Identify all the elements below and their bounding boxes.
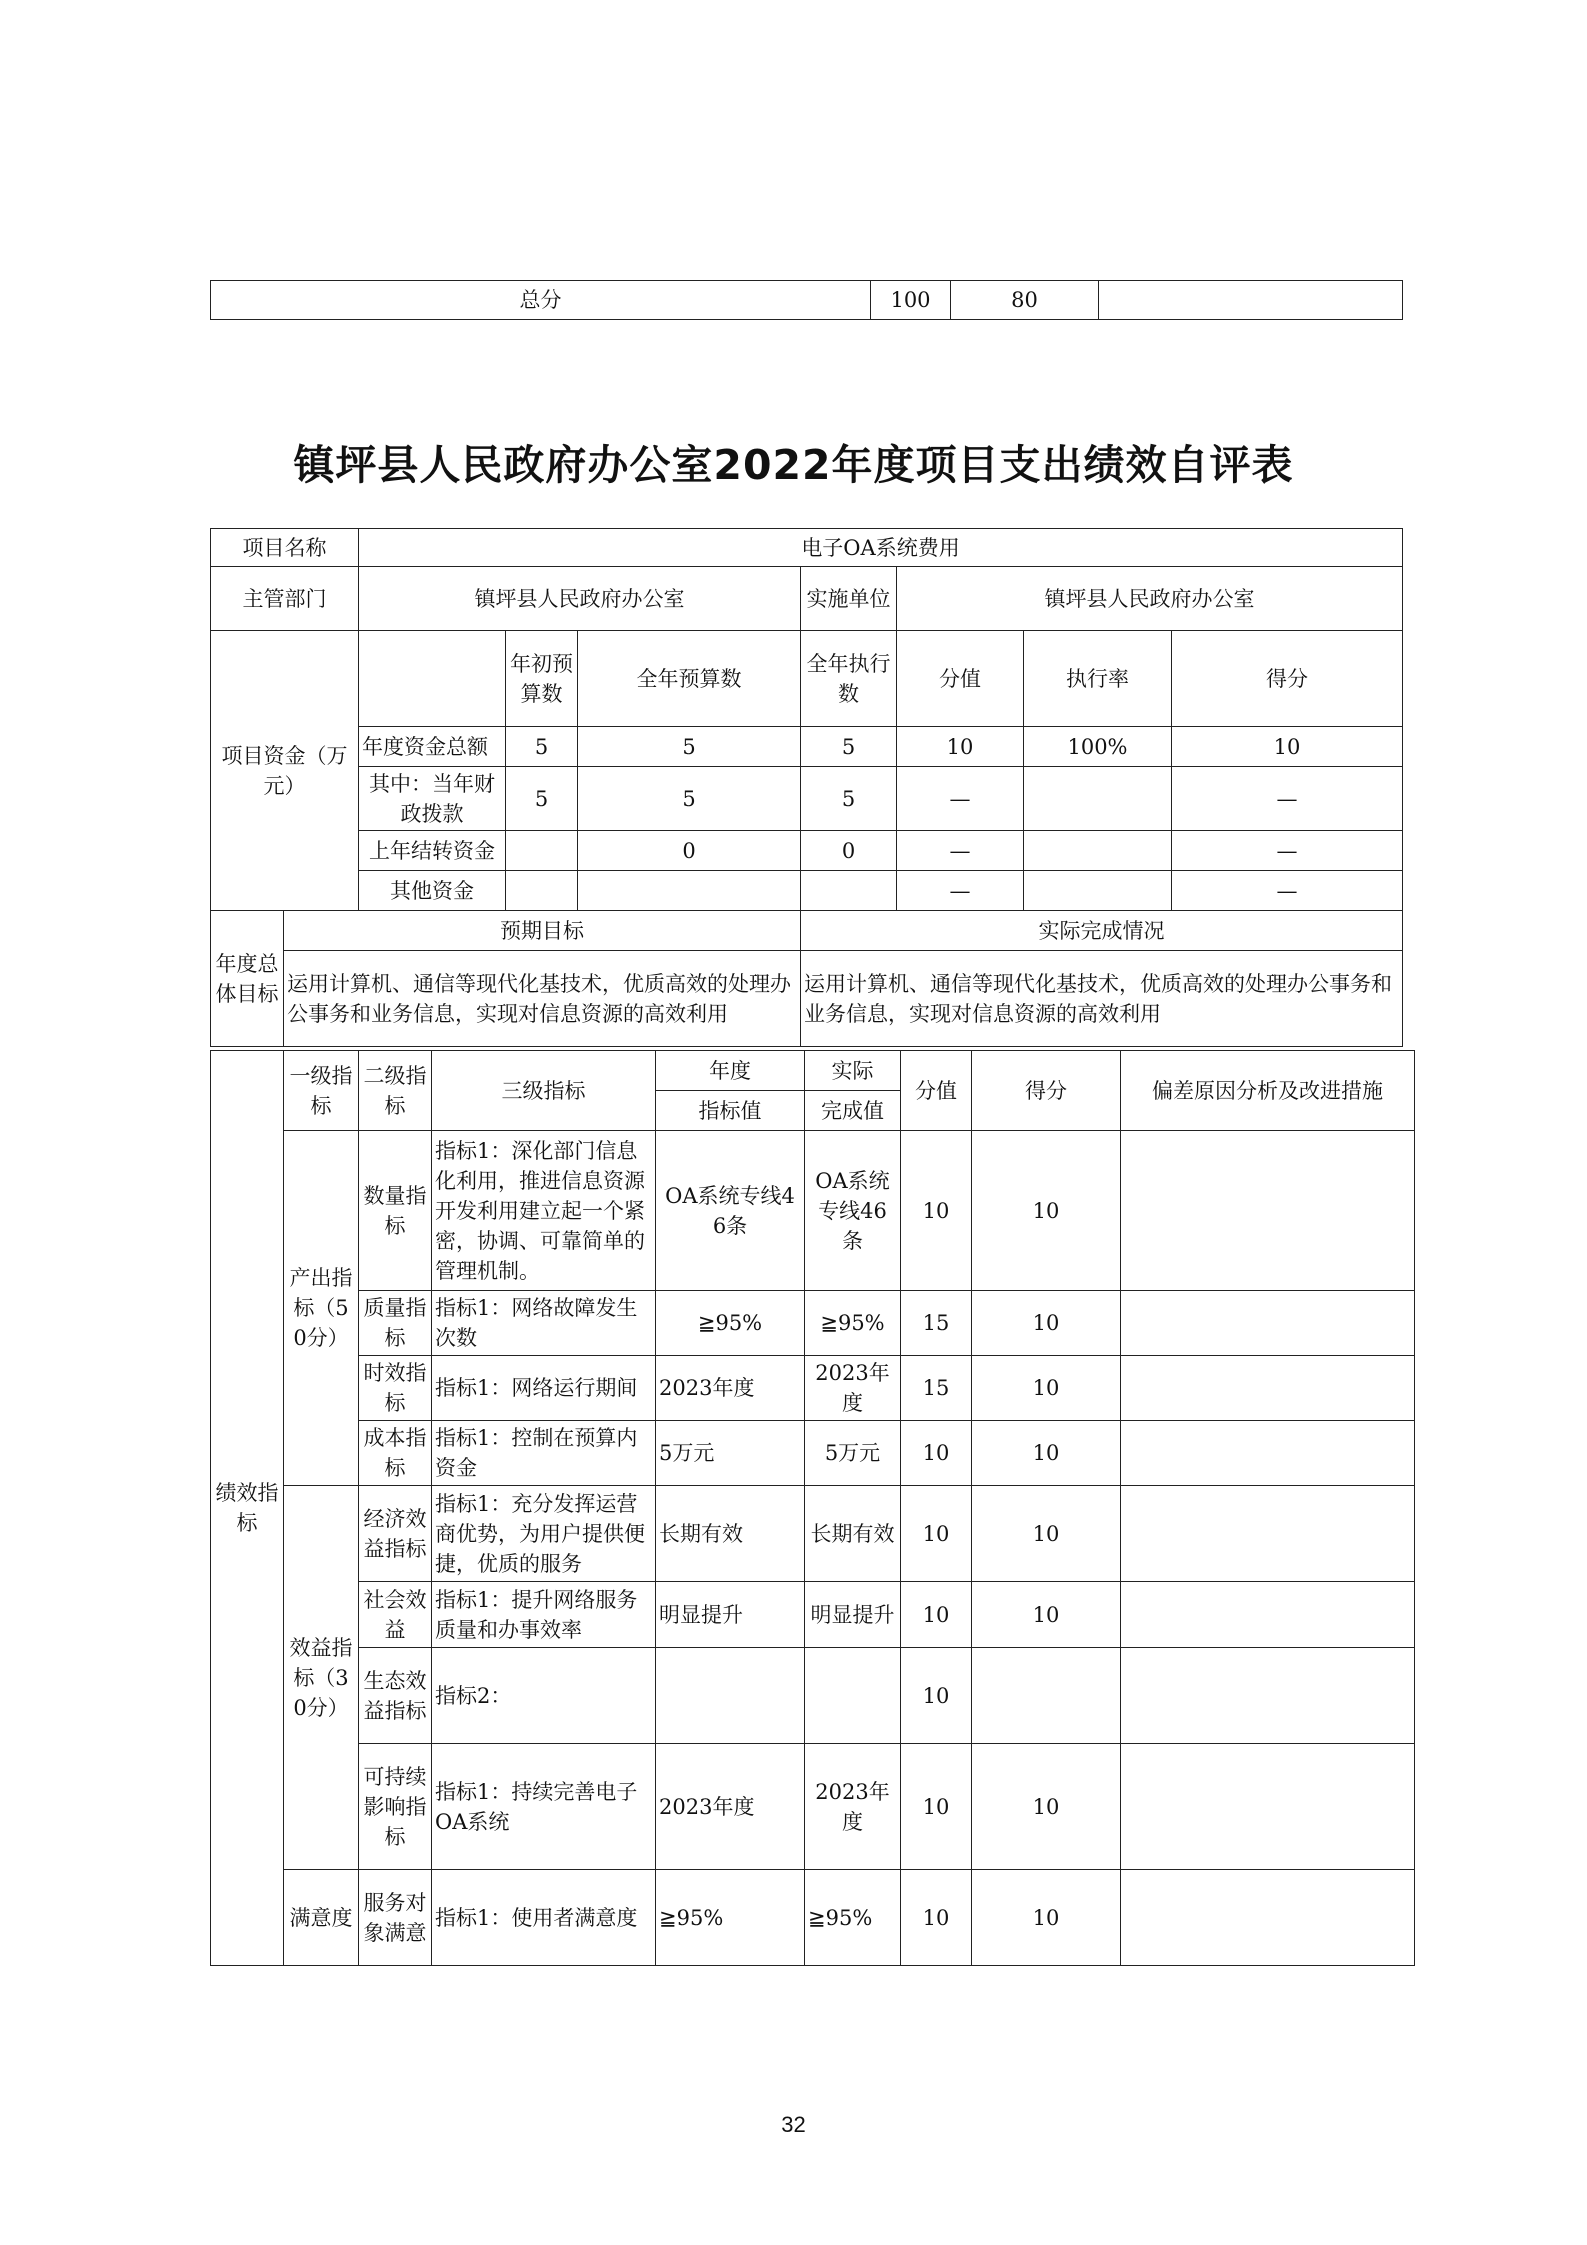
funds-row-name: 其他资金 [359,871,506,911]
funds-label: 项目资金（万元） [211,631,359,911]
department-label: 主管部门 [211,567,359,631]
actual-cell [805,1648,901,1744]
target-cell: ≧95% [656,1870,805,1966]
analysis-cell [1121,1291,1415,1356]
analysis-cell [1121,1421,1415,1486]
funds-header-initial-budget: 年初预算数 [506,631,578,727]
indicator-row [211,1356,1415,1421]
score-cell: 10 [972,1421,1121,1486]
level3-cell: 指标2： [432,1648,656,1744]
funds-cell [506,831,578,871]
department-value: 镇坪县人民政府办公室 [359,567,801,631]
funds-row-name: 年度资金总额 [359,727,506,767]
project-info-table [210,528,1403,1047]
project-name-row [211,529,1403,567]
expected-goal-label: 预期目标 [284,911,801,951]
funds-header-annual-execution: 全年执行数 [801,631,897,727]
total-score-table [210,280,1403,320]
level3-cell: 指标1：控制在预算内资金 [432,1421,656,1486]
funds-cell: 100% [1024,727,1172,767]
analysis-cell [1121,1356,1415,1421]
performance-label: 绩效指标 [211,1051,284,1966]
funds-cell [506,871,578,911]
score-cell: 10 [972,1486,1121,1582]
page-number: 32 [781,2112,806,2137]
performance-indicators-table [210,1050,1415,1966]
actual-cell: OA系统专线46条 [805,1131,901,1291]
score-cell: 10 [972,1870,1121,1966]
score-value-cell: 10 [901,1486,972,1582]
target-cell: 2023年度 [656,1356,805,1421]
level2-cell: 质量指标 [359,1291,432,1356]
indicator-row [211,1870,1415,1966]
funds-cell: — [897,871,1024,911]
funds-cell: — [897,767,1024,831]
page-title: 镇坪县人民政府办公室2022年度项目支出绩效自评表 [293,441,1294,489]
funds-cell [1024,871,1172,911]
level2-cell: 生态效益指标 [359,1648,432,1744]
funds-cell: 0 [578,831,801,871]
funds-row-total [211,727,1403,767]
actual-cell: 2023年度 [805,1744,901,1870]
score-cell: 10 [972,1356,1121,1421]
actual-cell: 长期有效 [805,1486,901,1582]
indicator-row [211,1131,1415,1291]
funds-cell: 5 [506,727,578,767]
expected-goal-text: 运用计算机、通信等现代化基技术，优质高效的处理办公事务和业务信息，实现对信息资源的高效利用 [284,951,801,1047]
score-value-cell: 10 [901,1648,972,1744]
analysis-cell [1121,1870,1415,1966]
funds-header-score-value: 分值 [897,631,1024,727]
level3-cell: 指标1：充分发挥运营商优势，为用户提供便捷，优质的服务 [432,1486,656,1582]
score-cell: 10 [972,1582,1121,1648]
funds-cell [1024,767,1172,831]
score-value-cell: 15 [901,1356,972,1421]
indicator-row [211,1648,1415,1744]
funds-cell: 0 [801,831,897,871]
funds-header-execution-rate: 执行率 [1024,631,1172,727]
funds-cell: 5 [578,767,801,831]
funds-cell: 5 [506,767,578,831]
level3-cell: 指标1：持续完善电子OA系统 [432,1744,656,1870]
level3-cell: 指标1：网络运行期间 [432,1356,656,1421]
funds-cell [801,871,897,911]
level3-cell: 指标1：网络故障发生次数 [432,1291,656,1356]
total-score-result: 80 [951,281,1099,320]
score-value-cell: 10 [901,1131,972,1291]
funds-cell: 5 [578,727,801,767]
funds-header-score: 得分 [1172,631,1403,727]
indicator-row [211,1421,1415,1486]
header-score: 得分 [972,1051,1121,1131]
target-cell: OA系统专线46条 [656,1131,805,1291]
level1-satisfaction: 满意度 [284,1870,359,1966]
actual-cell: ≧95% [805,1870,901,1966]
funds-row-name: 其中：当年财政拨款 [359,767,506,831]
funds-cell: — [1172,871,1403,911]
funds-header-row [211,631,1403,727]
header-level2: 二级指标 [359,1051,432,1131]
header-score-value: 分值 [901,1051,972,1131]
funds-row-name: 上年结转资金 [359,831,506,871]
target-cell: 长期有效 [656,1486,805,1582]
target-cell: ≧95% [656,1291,805,1356]
funds-header-annual-budget: 全年预算数 [578,631,801,727]
actual-completion-label: 实际完成情况 [801,911,1403,951]
actual-cell: ≧95% [805,1291,901,1356]
implementing-unit-label: 实施单位 [801,567,897,631]
target-cell: 2023年度 [656,1744,805,1870]
funds-header-blank [359,631,506,727]
indicator-row [211,1582,1415,1648]
target-cell: 5万元 [656,1421,805,1486]
header-actual-top: 实际 [805,1051,901,1091]
funds-cell: 5 [801,767,897,831]
score-value-cell: 10 [901,1744,972,1870]
total-score-remark [1099,281,1403,320]
score-cell: 10 [972,1291,1121,1356]
performance-header-row [211,1051,1415,1091]
level2-cell: 经济效益指标 [359,1486,432,1582]
indicator-row [211,1744,1415,1870]
level2-cell: 数量指标 [359,1131,432,1291]
analysis-cell [1121,1744,1415,1870]
header-level1: 一级指标 [284,1051,359,1131]
goals-label: 年度总体目标 [211,911,284,1047]
level2-cell: 时效指标 [359,1356,432,1421]
score-value-cell: 10 [901,1421,972,1486]
indicator-row [211,1291,1415,1356]
score-value-cell: 10 [901,1870,972,1966]
target-cell [656,1648,805,1744]
score-cell: 10 [972,1744,1121,1870]
funds-cell [578,871,801,911]
project-name-label: 项目名称 [211,529,359,567]
level1-benefit: 效益指标（30分） [284,1486,359,1870]
funds-cell: — [897,831,1024,871]
level3-cell: 指标1：提升网络服务质量和办事效率 [432,1582,656,1648]
score-cell: 10 [972,1131,1121,1291]
score-value-cell: 15 [901,1291,972,1356]
level2-cell: 社会效益 [359,1582,432,1648]
level2-cell: 成本指标 [359,1421,432,1486]
funds-row-other [211,871,1403,911]
level3-cell: 指标1：使用者满意度 [432,1870,656,1966]
funds-cell: 10 [1172,727,1403,767]
level2-cell: 服务对象满意 [359,1870,432,1966]
header-target-bottom: 指标值 [656,1091,805,1131]
analysis-cell [1121,1582,1415,1648]
funds-cell: — [1172,831,1403,871]
funds-cell: 10 [897,727,1024,767]
header-target-top: 年度 [656,1051,805,1091]
indicator-row [211,1486,1415,1582]
level1-output: 产出指标（50分） [284,1131,359,1486]
total-score-label: 总分 [211,281,871,320]
goals-header-row [211,911,1403,951]
analysis-cell [1121,1131,1415,1291]
header-analysis: 偏差原因分析及改进措施 [1121,1051,1415,1131]
level3-cell: 指标1：深化部门信息化利用，推进信息资源开发利用建立起一个紧密，协调、可靠简单的管理机制。 [432,1131,656,1291]
goals-content-row [211,951,1403,1047]
implementing-unit-value: 镇坪县人民政府办公室 [897,567,1403,631]
actual-completion-text: 运用计算机、通信等现代化基技术，优质高效的处理办公事务和业务信息，实现对信息资源的高效利用 [801,951,1403,1047]
level2-cell: 可持续影响指标 [359,1744,432,1870]
department-row [211,567,1403,631]
analysis-cell [1121,1486,1415,1582]
target-cell: 明显提升 [656,1582,805,1648]
total-score-row [211,281,1403,320]
total-score-value: 100 [871,281,951,320]
project-name-value: 电子OA系统费用 [359,529,1403,567]
score-cell [972,1648,1121,1744]
funds-cell: — [1172,767,1403,831]
funds-row-fiscal [211,767,1403,831]
score-value-cell: 10 [901,1582,972,1648]
header-level3: 三级指标 [432,1051,656,1131]
funds-row-carryover [211,831,1403,871]
funds-cell: 5 [801,727,897,767]
funds-cell [1024,831,1172,871]
actual-cell: 2023年度 [805,1356,901,1421]
actual-cell: 明显提升 [805,1582,901,1648]
header-actual-bottom: 完成值 [805,1091,901,1131]
actual-cell: 5万元 [805,1421,901,1486]
analysis-cell [1121,1648,1415,1744]
